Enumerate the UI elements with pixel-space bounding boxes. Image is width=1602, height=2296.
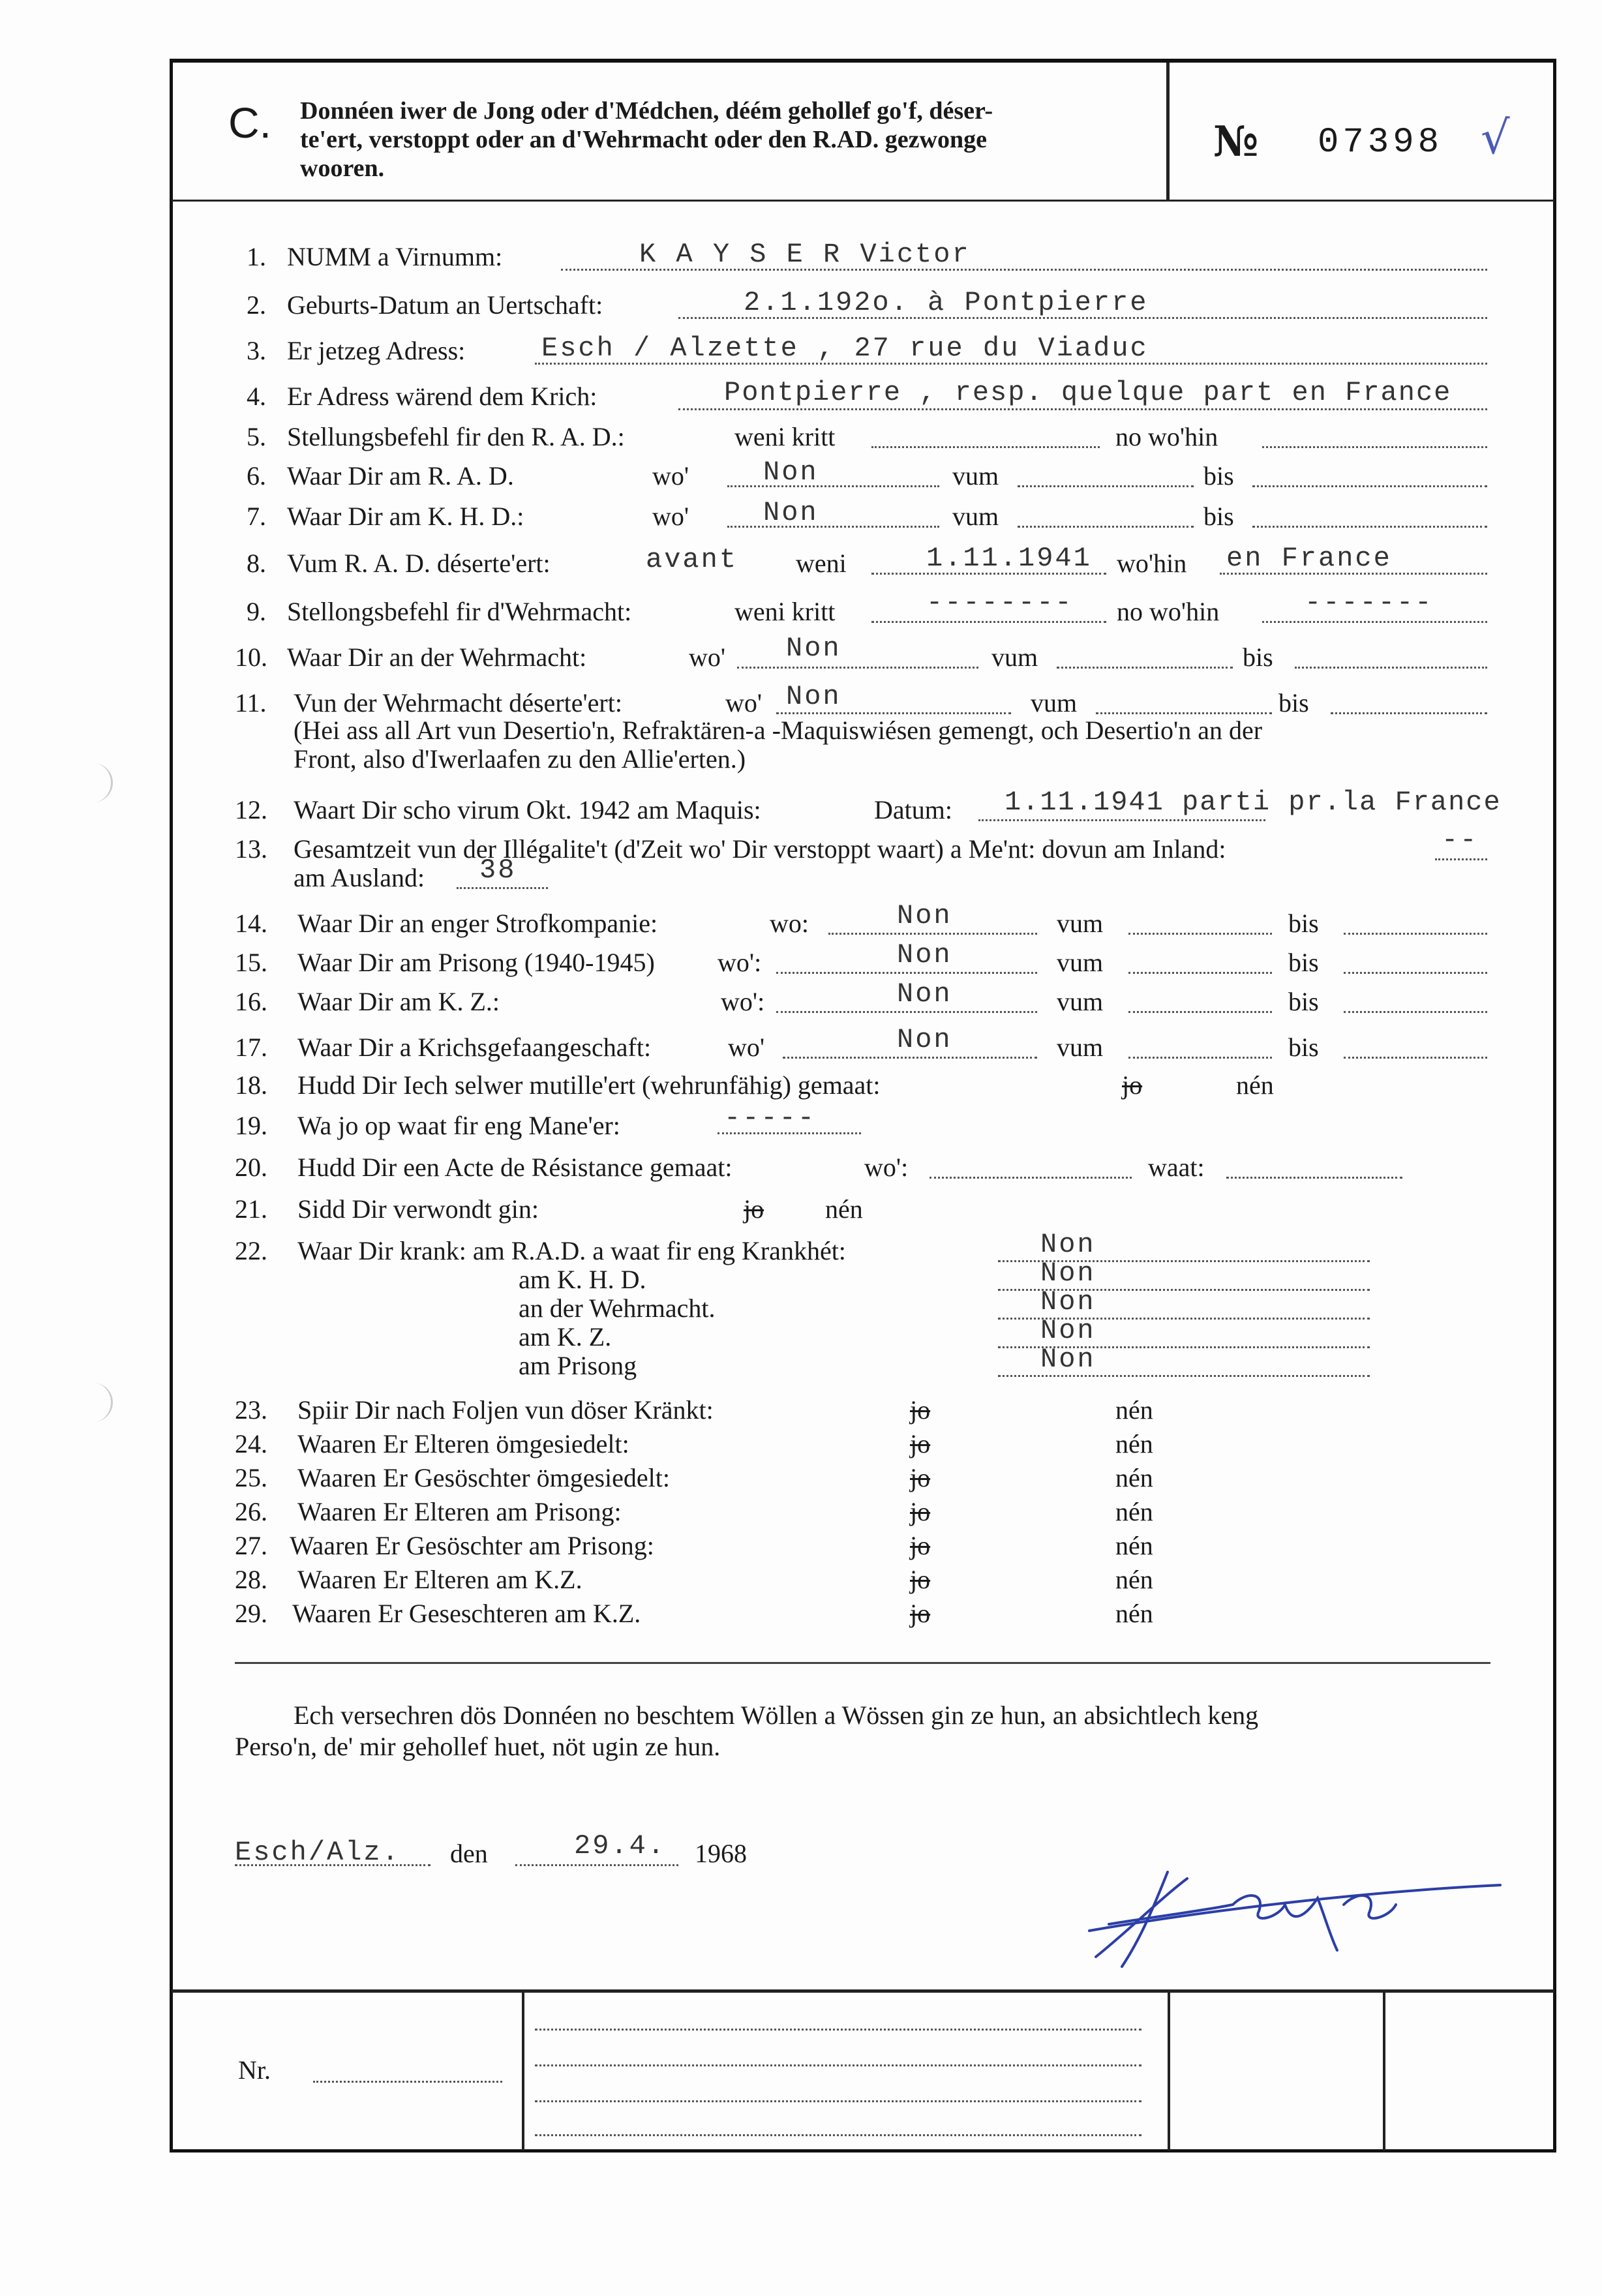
fill-line	[1344, 972, 1487, 974]
row-label: Spiir Dir nach Foljen vun döser Kränkt:	[297, 1395, 714, 1425]
row-label: Waar Dir am Prisong (1940-1945)	[297, 948, 655, 977]
row-label: bis	[1288, 909, 1319, 938]
nen-option: nén	[825, 1194, 863, 1224]
row-label: Stellungsbefehl fir den R. A. D.:	[287, 422, 625, 451]
row-number: 21.	[235, 1194, 267, 1224]
fill-line	[737, 667, 978, 669]
fill-line	[678, 408, 1487, 410]
row-value: Non	[1040, 1344, 1096, 1375]
row-value: Non	[786, 681, 841, 712]
row-label: Waaren Er Gesöschter ömgesiedelt:	[297, 1463, 670, 1492]
fill-line	[828, 933, 1037, 935]
footer-divider	[522, 1993, 524, 2151]
row-label: am Prisong	[519, 1351, 637, 1380]
header-title-line: Donnéen iwer de Jong oder d'Médchen, déém gehollef go'f, déser-	[300, 97, 993, 125]
row-value: Non	[897, 939, 952, 971]
row-number: 19.	[235, 1111, 267, 1140]
fill-line	[1057, 667, 1233, 669]
row-label: Vun der Wehrmacht déserte'ert:	[294, 688, 622, 718]
row-number: 15.	[235, 948, 267, 977]
fill-line	[535, 2029, 1141, 2031]
row-number: 8.	[247, 549, 266, 578]
row-label: Er jetzeg Adress:	[287, 336, 466, 365]
row-label: wo':	[864, 1153, 909, 1182]
jo-option-struck: jo	[910, 1565, 931, 1594]
row-label: Waaren Er Gesöschter am Prisong:	[290, 1531, 654, 1560]
row-label: vum	[1057, 948, 1104, 977]
date-value: 29.4.	[574, 1830, 667, 1862]
fill-line	[235, 1864, 431, 1866]
row-label: Gesamtzeit vun der Illégalite't (d'Zeit wo' Dir verstoppt waart) a Me'nt: dovun am Inland:	[294, 834, 1226, 864]
row-label: wo'hin	[1117, 549, 1187, 578]
fill-line	[776, 712, 1011, 714]
row-number: 1.	[247, 242, 266, 271]
fill-line	[1252, 526, 1487, 528]
row-label: Waart Dir scho virum Okt. 1942 am Maquis:	[294, 795, 761, 824]
row-label: wo':	[718, 948, 762, 977]
row-label: Waaren Er Geseschteren am K.Z.	[292, 1599, 641, 1628]
row-label: Datum:	[874, 795, 952, 824]
row-label: Waaren Er Elteren ömgesiedelt:	[297, 1429, 629, 1458]
row-value: -------	[1305, 587, 1434, 618]
row-value: Non	[1040, 1286, 1096, 1318]
fill-line	[1226, 1177, 1402, 1179]
row-value: 1.11.1941 parti pr.la France	[1005, 787, 1502, 818]
row-number: 2.	[247, 290, 266, 320]
row-label: wo'	[725, 688, 763, 718]
row-label: bis	[1203, 502, 1234, 531]
row-label: Stellongsbefehl fir d'Wehrmacht:	[287, 597, 632, 626]
row-value: --	[1442, 824, 1479, 856]
row-label: no wo'hin	[1117, 597, 1220, 626]
nen-option: nén	[1115, 1599, 1153, 1628]
header-rule	[172, 200, 1554, 202]
checkmark-icon: √	[1481, 111, 1510, 164]
fill-line	[1344, 1057, 1487, 1059]
row-label: Sidd Dir verwondt gin:	[297, 1194, 539, 1224]
footer-divider	[1168, 1993, 1170, 2151]
row-label: wo'	[652, 502, 689, 531]
fill-line	[515, 1864, 678, 1866]
row-label: am K. Z.	[519, 1322, 612, 1352]
declaration-text: Perso'n, de' mir gehollef huet, nöt ugin ze hun.	[235, 1732, 721, 1761]
row-number: 11.	[235, 688, 267, 718]
jo-option-struck: jo	[910, 1463, 931, 1492]
row-label: vum	[1057, 1033, 1104, 1062]
fill-line	[1435, 858, 1487, 860]
row-number: 28.	[235, 1565, 267, 1594]
jo-option-struck: jo	[910, 1599, 931, 1628]
row-number: 9.	[247, 597, 266, 626]
row-number: 3.	[247, 336, 266, 365]
fill-line	[1262, 621, 1487, 623]
den-label: den	[450, 1839, 488, 1868]
row-number: 13.	[235, 834, 267, 864]
row-label: Waar Dir am K. Z.:	[297, 987, 500, 1016]
row-label: Vum R. A. D. déserte'ert:	[287, 549, 551, 578]
row-label: Waar Dir am K. H. D.:	[287, 502, 524, 531]
punch-hole-mark	[91, 763, 113, 802]
nen-option: nén	[1236, 1070, 1274, 1100]
row-label: waat:	[1148, 1153, 1205, 1182]
nen-option: nén	[1115, 1497, 1153, 1526]
row-number: 29.	[235, 1599, 267, 1628]
fill-line	[998, 1375, 1370, 1377]
row-label: vum	[952, 461, 999, 491]
row-value: Non	[1040, 1229, 1096, 1260]
declaration-text: Ech versechren dös Donnéen no beschtem Wöllen a Wössen gin ze hun, an absichtlech keng	[294, 1700, 1259, 1730]
form-number: 07398	[1318, 123, 1443, 162]
fill-line	[1018, 485, 1194, 487]
row-label: wo'	[652, 461, 689, 491]
nen-option: nén	[1115, 1463, 1153, 1492]
row-label: an der Wehrmacht.	[519, 1293, 716, 1323]
row-note: (Hei ass all Art vun Desertio'n, Refraktären-a -Maquiswiésen gemengt, och Desertio'n an der	[294, 716, 1263, 745]
row-value: Non	[1040, 1315, 1096, 1346]
fill-line	[535, 2134, 1141, 2136]
fill-line	[1096, 712, 1272, 714]
jo-option-struck: jo	[910, 1395, 931, 1425]
row-label: bis	[1203, 461, 1234, 491]
row-value: -----	[724, 1102, 817, 1134]
row-label: vum	[1057, 909, 1104, 938]
row-label: Waar Dir an enger Strofkompanie:	[297, 909, 658, 938]
nen-option: nén	[1115, 1429, 1153, 1458]
row-label: Geburts-Datum an Uertschaft:	[287, 290, 603, 320]
jo-option-struck: jo	[744, 1194, 764, 1224]
fill-line	[1295, 667, 1487, 669]
nen-option: nén	[1115, 1531, 1153, 1560]
row-label: Waaren Er Elteren am Prisong:	[297, 1497, 622, 1526]
row-label: vum	[952, 502, 999, 531]
row-label: weni kritt	[734, 597, 836, 626]
row-label: Waar Dir am R. A. D.	[287, 461, 514, 491]
row-label: wo':	[721, 987, 765, 1016]
row-value: Non	[1040, 1258, 1096, 1289]
row-label: Er Adress wärend dem Krich:	[287, 382, 597, 411]
row-number: 26.	[235, 1497, 267, 1526]
row-label: Hudd Dir Iech selwer mutille'ert (wehrunfähig) gemaat:	[297, 1070, 881, 1100]
nen-option: nén	[1115, 1395, 1153, 1425]
row-value: --------	[926, 587, 1074, 618]
nen-option: nén	[1115, 1565, 1153, 1594]
fill-line	[313, 2081, 502, 2083]
footer-rule	[172, 1989, 1554, 1993]
fill-line	[1128, 933, 1272, 935]
row-label: Waar Dir a Krichsgefaangeschaft:	[297, 1033, 652, 1062]
punch-hole-mark	[91, 1383, 113, 1422]
row-label: vum	[991, 642, 1038, 672]
fill-line	[1128, 1011, 1272, 1013]
row-value: 38	[479, 854, 517, 886]
row-label: wo:	[770, 909, 809, 938]
fill-line	[978, 819, 1265, 821]
section-divider	[235, 1662, 1490, 1664]
row-label: wo'	[728, 1033, 765, 1062]
row-label: NUMM a Virnumm:	[287, 242, 503, 271]
row-number: 18.	[235, 1070, 267, 1100]
number-label: №	[1213, 117, 1259, 166]
fill-line	[1344, 933, 1487, 935]
row-value: 1.11.1941	[926, 543, 1092, 574]
row-number: 27.	[235, 1531, 267, 1560]
row-value: Non	[786, 633, 841, 664]
fill-line	[1128, 1057, 1272, 1059]
row-value: Non	[897, 978, 952, 1010]
row-label: vum	[1057, 987, 1104, 1016]
fill-line	[457, 887, 548, 889]
row-label: vum	[1031, 688, 1078, 718]
row-number: 4.	[247, 382, 266, 411]
row-note: Front, also d'Iwerlaafen zu den Allie'erten.)	[294, 744, 746, 774]
row-label: am K. H. D.	[519, 1265, 646, 1294]
row-label: no wo'hin	[1115, 422, 1218, 451]
row-label: bis	[1288, 987, 1319, 1016]
row-label: bis	[1288, 1033, 1319, 1062]
fill-line	[929, 1177, 1132, 1179]
jo-option-struck: jo	[910, 1531, 931, 1560]
fill-line	[727, 485, 939, 487]
row-number: 16.	[235, 987, 267, 1016]
row-value: Non	[763, 497, 819, 528]
row-number: 20.	[235, 1153, 267, 1182]
fill-line	[783, 1057, 1037, 1059]
row-number: 10.	[235, 642, 267, 672]
jo-option-struck: jo	[910, 1497, 931, 1526]
place-value: Esch/Alz.	[235, 1837, 400, 1868]
war-address-value: Pontpierre , resp. quelque part en France	[724, 377, 1452, 408]
row-value: Non	[897, 900, 952, 931]
fill-line	[1128, 972, 1272, 974]
row-label: Waar Dir krank: am R.A.D. a waat fir eng Krankhét:	[297, 1236, 846, 1265]
fill-line	[1018, 526, 1194, 528]
jo-option-struck: jo	[910, 1429, 931, 1458]
header-title-line: wooren.	[300, 155, 385, 182]
fill-line	[727, 526, 939, 528]
row-label: Waar Dir an der Wehrmacht:	[287, 642, 587, 672]
jo-option-struck: jo	[1122, 1070, 1143, 1100]
row-label: weni kritt	[734, 422, 836, 451]
row-label: bis	[1278, 688, 1309, 718]
row-value: avant	[646, 544, 738, 575]
fill-line	[871, 446, 1100, 448]
nr-label: Nr.	[238, 2055, 271, 2085]
row-number: 25.	[235, 1463, 267, 1492]
row-label: Waaren Er Elteren am K.Z.	[297, 1565, 582, 1594]
row-number: 5.	[247, 422, 266, 451]
row-number: 12.	[235, 795, 267, 824]
birth-value: 2.1.192o. à Pontpierre	[744, 287, 1149, 318]
name-value: K A Y S E R Victor	[639, 239, 971, 270]
row-number: 7.	[247, 502, 266, 531]
section-letter: C.	[228, 98, 271, 147]
row-number: 22.	[235, 1236, 267, 1265]
row-number: 17.	[235, 1033, 267, 1062]
fill-line	[1262, 446, 1487, 448]
fill-line	[871, 621, 1106, 623]
row-label: Wa jo op waat fir eng Mane'er:	[297, 1111, 620, 1140]
fill-line	[776, 972, 1037, 974]
row-number: 14.	[235, 909, 267, 938]
row-value: Non	[763, 457, 819, 488]
signature-image	[1070, 1852, 1513, 1976]
header-divider	[1166, 63, 1170, 201]
row-label: bis	[1243, 642, 1273, 672]
row-label: wo'	[689, 642, 726, 672]
row-number: 23.	[235, 1395, 267, 1425]
fill-line	[1252, 485, 1487, 487]
row-label: Hudd Dir een Acte de Résistance gemaat:	[297, 1153, 733, 1182]
row-value: en France	[1226, 543, 1392, 574]
fill-line	[776, 1011, 1037, 1013]
fill-line	[535, 2064, 1141, 2066]
row-number: 24.	[235, 1429, 267, 1458]
header-title-line: te'ert, verstoppt oder an d'Wehrmacht oder den R.AD. gezwonge	[300, 126, 987, 153]
row-label: weni	[796, 549, 847, 578]
footer-divider	[1383, 1993, 1385, 2151]
row-label: bis	[1288, 948, 1319, 977]
header-title	[300, 97, 993, 183]
fill-line	[1344, 1011, 1487, 1013]
row-value: Non	[897, 1024, 952, 1055]
row-number: 6.	[247, 461, 266, 491]
year-value: 1968	[695, 1839, 747, 1868]
fill-line	[535, 2100, 1141, 2102]
fill-line	[1331, 712, 1487, 714]
row-label: am Ausland:	[294, 863, 425, 892]
address-value: Esch / Alzette , 27 rue du Viaduc	[541, 333, 1149, 364]
